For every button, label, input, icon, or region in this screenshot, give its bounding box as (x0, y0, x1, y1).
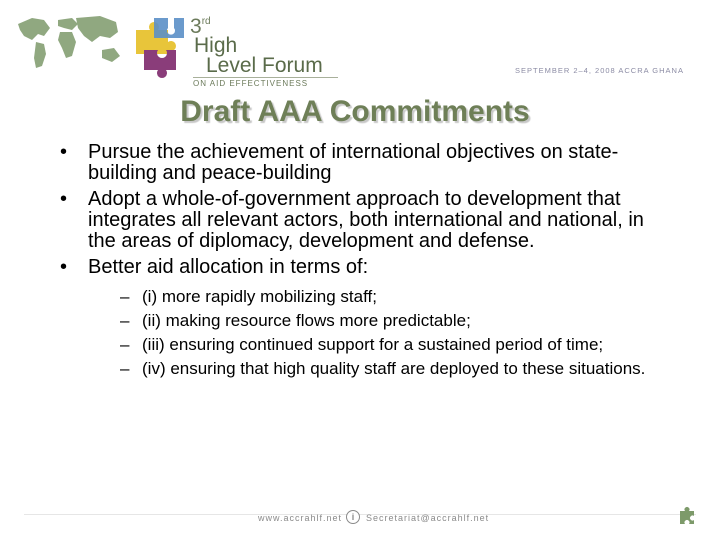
bullet-item (56, 142, 676, 184)
logo-ordinal: rd (201, 16, 211, 27)
logo-number-digit: 3 (190, 15, 202, 38)
sub-bullet-item (120, 360, 676, 377)
sub-bullet-marker: – (120, 335, 130, 354)
bullet-marker: • (60, 141, 68, 163)
forum-logo (188, 16, 338, 88)
sub-bullet-list (120, 288, 676, 377)
sub-bullet-text: (iv) ensuring that high quality staff are deployed to these situations. (142, 359, 646, 378)
puzzle-icon (130, 16, 190, 78)
sub-bullet-item (120, 336, 676, 353)
info-icon: i (346, 510, 360, 524)
sub-bullet-marker: – (120, 287, 130, 306)
bullet-marker: • (60, 256, 68, 278)
bullet-text: Better aid allocation in terms of: (88, 256, 369, 278)
slide-header (0, 0, 720, 92)
puzzle-piece-icon (677, 505, 699, 527)
sub-bullet-item (120, 288, 676, 305)
sub-bullet-marker: – (120, 311, 130, 330)
footer-website-link[interactable]: www.accrahlf.net (258, 513, 343, 523)
sub-bullet-item (120, 312, 676, 329)
sub-bullet-marker: – (120, 359, 130, 378)
sub-bullet-text: (ii) making resource flows more predictable; (142, 311, 471, 330)
footer-email-link[interactable]: Secretariat@accrahlf.net (366, 513, 490, 523)
logo-subtitle: ON AID EFFECTIVENESS (193, 77, 338, 88)
bullet-text: Pursue the achievement of international objectives on state-building and peace-building (88, 141, 619, 184)
bullet-text: Adopt a whole-of-government approach to development that integrates all relevant actors, both international and national, in the areas of diplomacy, development and defense. (88, 188, 644, 252)
event-dateline: SEPTEMBER 2–4, 2008 ACCRA GHANA (515, 66, 684, 75)
bullet-item (56, 189, 676, 252)
footer-divider (24, 514, 696, 515)
sub-bullet-text: (i) more rapidly mobilizing staff; (142, 287, 377, 306)
bullet-marker: • (60, 188, 68, 210)
bullet-item (56, 257, 676, 278)
slide-body (56, 142, 676, 384)
slide-title: Draft AAA Commitments (180, 95, 530, 128)
sub-bullet-text: (iii) ensuring continued support for a sustained period of time; (142, 335, 604, 354)
logo-line2: Level Forum (206, 54, 323, 77)
world-map-icon (14, 10, 132, 76)
logo-line1: High (194, 34, 238, 57)
